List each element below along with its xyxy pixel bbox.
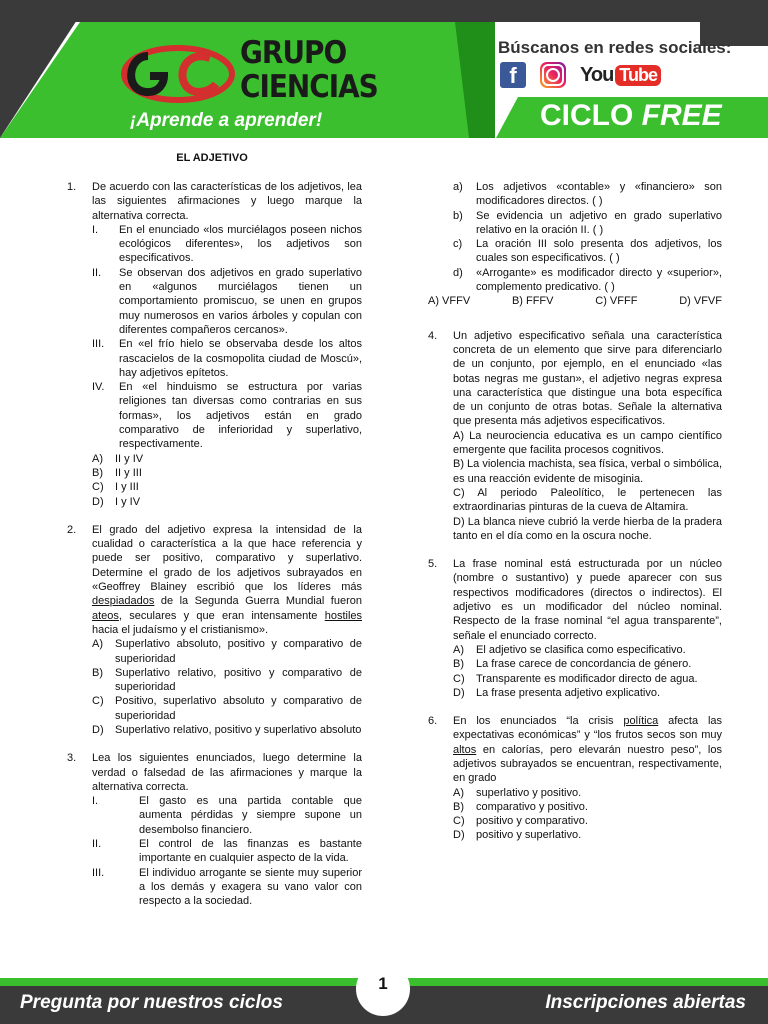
statement-item: IV. En «el hinduismo se estructura por varias religiones tan diversas como contrarias en sus formas», los adjetivos están en grado comparativo de inferioridad y superlativo, respectivamente. — [92, 381, 362, 451]
statement-item: III. En «el frío hielo se observaba desde los altos rascacielos de la cosmopolita ciudad de Moscú», hay adjetivos epítetos. — [92, 338, 362, 379]
true-false-statement: c) La oración III solo presenta dos adjetivos, los cuales son especificativos. ( ) — [453, 238, 722, 265]
question-stem: En los enunciados “la crisis política afecta las expectativas económicas” y “los frutos secos son muy altos en calorías, pero elevarán nuestro peso”, los adjetivos subrayados se encuentran, respectivamente, en grado — [453, 715, 723, 785]
answer-option[interactable]: C) positivo y comparativo. — [453, 815, 588, 828]
underlined-adjective: hostiles — [324, 609, 362, 622]
answer-option[interactable]: D) positivo y superlativo. — [453, 829, 582, 842]
underlined-adjective: ateos — [92, 609, 119, 622]
youtube-you: You — [580, 63, 614, 86]
left-column — [67, 180, 362, 923]
header-dark-strip — [0, 0, 768, 22]
answer-option[interactable]: C) Transparente es modificador directo de agua. — [453, 672, 698, 685]
brand-line-1: GRUPO — [240, 35, 347, 71]
statement-item: II. Se observan dos adjetivos en grado superlativo en «algunos murciélagos tienen un comportamiento promiscuo, se unen en grupos muy numerosos en varios árboles y copulan con diferentes compañeros cercanos». — [92, 266, 362, 336]
brand-slogan: ¡Aprende a aprender! — [130, 110, 323, 131]
answer-option[interactable]: D) Superlativo relativo, positivo y superlativo absoluto — [92, 723, 362, 736]
question-4 — [428, 329, 722, 543]
social-title: Búscanos en redes sociales: — [498, 38, 732, 57]
statement-item: III. El individuo arrogante se siente muy superior a los demás y exagera su vano valor con respecto a la sociedad. — [92, 866, 362, 908]
question-number: 6. — [428, 715, 438, 728]
right-column — [428, 180, 722, 857]
answer-option[interactable]: B) comparativo y positivo. — [453, 800, 588, 813]
page-title: EL ADJETIVO — [176, 152, 248, 164]
question-6 — [428, 714, 722, 843]
instagram-icon[interactable] — [540, 62, 566, 88]
free-word: FREE — [641, 99, 722, 132]
answer-option[interactable]: A) Superlativo absoluto, positivo y comparativo de superioridad — [92, 638, 362, 665]
answer-option[interactable]: A) El adjetivo se clasifica como especificativo. — [453, 643, 686, 656]
question-stem: De acuerdo con las características de los adjetivos, lea las siguientes afirmaciones y luego marque la alternativa correcta. — [92, 181, 362, 222]
answer-option[interactable]: C) I y III — [92, 481, 139, 494]
statement-item: II. El control de las finanzas es bastante importante en cualquier aspecto de la vida. — [92, 838, 362, 865]
answer-options-row — [428, 294, 722, 308]
youtube-tube: Tube — [615, 65, 661, 86]
underlined-adjective: política — [623, 715, 659, 728]
true-false-statement: d) «Arrogante» es modificador directo y «superior», complemento predicativo. ( ) — [453, 266, 722, 294]
youtube-icon[interactable] — [580, 64, 661, 87]
question-number: 2. — [67, 523, 77, 536]
answer-option[interactable]: D) I y IV — [92, 495, 141, 508]
statement-item: I. En el enunciado «los murciélagos poseen nichos ecológicos diferentes», los adjetivos son especificativos. — [92, 223, 362, 265]
underlined-adjective: despiadados — [92, 595, 155, 608]
footer-left-text: Pregunta por nuestros ciclos — [20, 992, 283, 1013]
question-stem: La frase nominal está estructurada por un núcleo (nombre o sustantivo) y puede aparecer con sus respectivos modificadores (directos o indirectos). El adjetivo es un modificador del núcleo nominal. Respecto de la frase nominal “el agua transparente”, señale el enunciado correcto. — [453, 558, 722, 642]
question-stem: El grado del adjetivo expresa la intensidad de la cualidad o característica a la que hace referencia y puede ser positivo, comparativo y superlativo. Determine el grado de los adjetivos subrayados en «Geoffrey Blainey escribió que los líderes más despiadados de la Segunda Guerra Mundial fueron ateos, seculares y que eran intensamente hostiles hacia el judaísmo y el cristianismo». — [92, 523, 362, 636]
question-2 — [67, 523, 362, 737]
question-number: 5. — [428, 558, 438, 571]
answer-option[interactable]: C) Positivo, superlativo absoluto y comparativo de superioridad — [92, 695, 362, 722]
question-5 — [428, 557, 722, 700]
answer-option[interactable]: A) VFFV — [428, 295, 471, 308]
page-number: 1 — [356, 962, 410, 1016]
true-false-statement: b) Se evidencia un adjetivo en grado superlativo relativo en la oración II. ( ) — [453, 209, 722, 236]
question-1 — [67, 180, 362, 509]
question-number: 1. — [67, 181, 77, 193]
answer-option[interactable]: C) VFFF — [595, 295, 638, 308]
question-3 — [67, 751, 362, 908]
footer-right-text: Inscripciones abiertas — [545, 992, 746, 1013]
underlined-adjective: altos — [453, 743, 477, 756]
answer-option[interactable]: A) II y IV — [92, 452, 144, 465]
answer-option[interactable]: D) La blanca nieve cubrió la verde hierba de la pradera tanto en el día como en la oscura noche. — [453, 515, 722, 542]
social-links — [500, 62, 661, 88]
question-3-continued — [428, 180, 722, 309]
question-number: 3. — [67, 752, 77, 765]
answer-option[interactable]: B) Superlativo relativo, positivo y comparativo de superioridad — [92, 666, 362, 694]
gc-logo-icon — [118, 42, 238, 106]
facebook-icon[interactable]: f — [500, 62, 526, 88]
question-number: 4. — [428, 329, 438, 342]
answer-option[interactable]: B) II y III — [92, 466, 142, 479]
answer-option[interactable]: D) La frase presenta adjetivo explicativo. — [453, 686, 661, 699]
page-header — [0, 0, 768, 150]
answer-option[interactable]: B) La violencia machista, sea física, verbal o simbólica, es una reacción evidente de misoginia. — [453, 458, 723, 485]
brand-logo[interactable] — [118, 35, 378, 110]
answer-option[interactable]: A) La neurociencia educativa es un campo científico emergente que facilita procesos cognitivos. — [453, 429, 722, 457]
question-stem: Lea los siguientes enunciados, luego determine la verdad o falsedad de las afirmaciones y marque la alternativa correcta. — [92, 752, 362, 793]
ciclo-free-label — [540, 99, 722, 133]
answer-option[interactable]: A) superlativo y positivo. — [453, 786, 582, 799]
question-stem: Un adjetivo especificativo señala una característica concreta de un elemento que sirve para diferenciarlo de un conjunto, por ejemplo, en el enunciado «las botas negras me gustan», el adjetivo negras expresa una característica que distingue una bota específica de un conjunto de otras botas. Señale la alternativa que presenta más adjetivos especificativos. — [453, 329, 722, 428]
answer-option[interactable]: D) VFVF — [679, 295, 722, 308]
answer-option[interactable]: B) FFFV — [511, 295, 554, 308]
ciclo-word: CICLO — [540, 99, 634, 132]
answer-option[interactable]: C) Al periodo Paleolítico, le pertenecen las extraordinarias pinturas de la cueva de Altamira. — [453, 486, 722, 514]
true-false-statement: a) Los adjetivos «contable» y «financiero» son modificadores directos. ( ) — [453, 181, 722, 208]
answer-option[interactable]: B) La frase carece de concordancia de género. — [453, 658, 692, 671]
statement-item: I. El gasto es una partida contable que aumenta pérdidas y siempre supone un desembolso financiero. — [92, 795, 362, 836]
brand-line-2: CIENCIAS — [240, 69, 378, 105]
